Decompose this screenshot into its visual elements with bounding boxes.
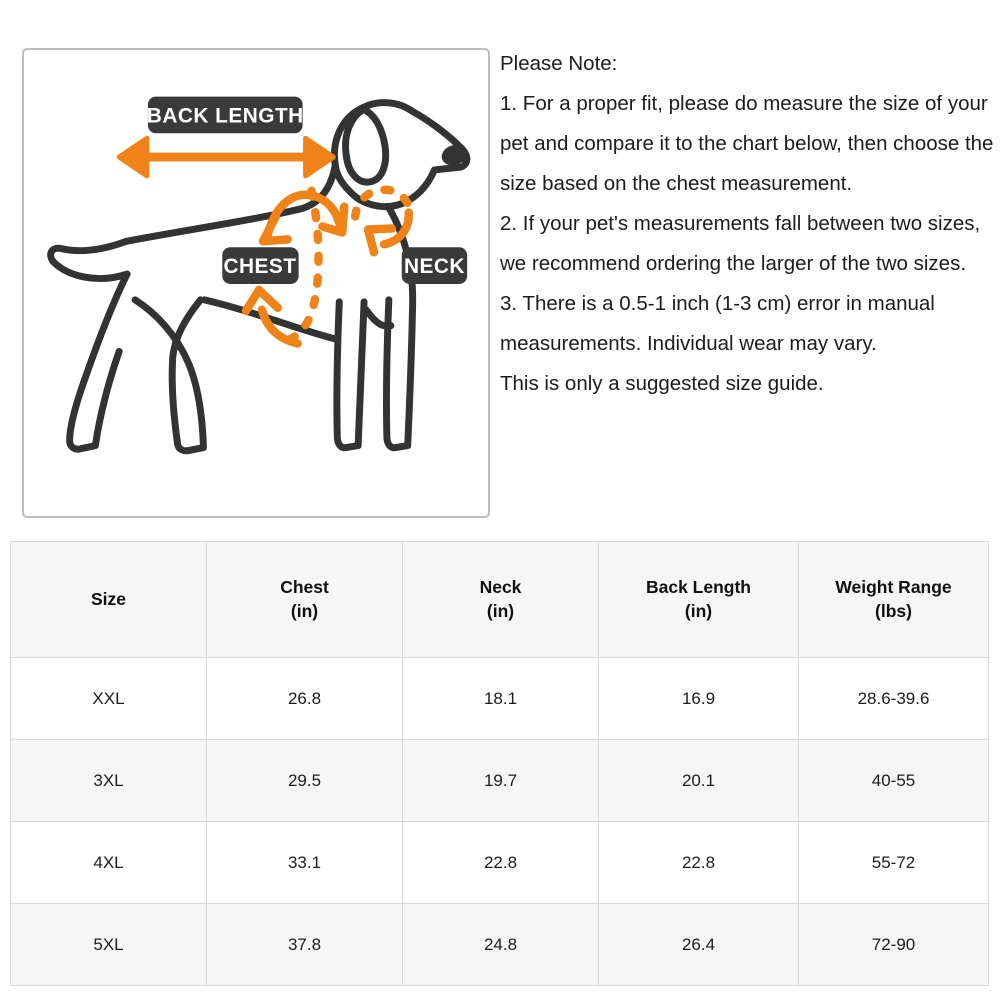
note-line: size based on the chest measurement.: [500, 172, 853, 195]
note-line: measurements. Individual wear may vary.: [500, 332, 877, 355]
col-header-chest: Chest (in): [207, 542, 403, 658]
note-line: 1. For a proper fit, please do measure the size of your: [500, 92, 988, 115]
note-title: Please Note:: [500, 52, 618, 75]
note-line: we recommend ordering the larger of the two sizes.: [500, 252, 967, 275]
dog-head: [334, 103, 469, 207]
table-row-3xl: [11, 740, 989, 822]
measurement-diagram: [22, 48, 490, 518]
note-line: 3. There is a 0.5-1 inch (1-3 cm) error in manual: [500, 292, 935, 315]
cell-neck: 24.8: [403, 904, 599, 986]
note-line: This is only a suggested size guide.: [500, 372, 824, 395]
cell-back-length: 26.4: [599, 904, 799, 986]
back-length-arrowhead-right: [306, 138, 334, 176]
note-block: [500, 44, 998, 404]
neck-label-text: NECK: [403, 255, 465, 279]
table-header-row: [11, 542, 989, 658]
back-length-arrowhead-left: [119, 138, 147, 176]
col-header-weight-range: Weight Range (lbs): [799, 542, 989, 658]
cell-weight-range: 40-55: [799, 740, 989, 822]
col-header-size: Size: [11, 542, 207, 658]
cell-chest: 29.5: [207, 740, 403, 822]
cell-chest: 33.1: [207, 822, 403, 904]
cell-chest: 26.8: [207, 658, 403, 740]
cell-back-length: 22.8: [599, 822, 799, 904]
back-length-label-text: BACK LENGTH: [146, 104, 304, 128]
table-row-xxl: [11, 658, 989, 740]
cell-back-length: 20.1: [599, 740, 799, 822]
col-header-neck: Neck (in): [403, 542, 599, 658]
table-row-4xl: [11, 822, 989, 904]
cell-chest: 37.8: [207, 904, 403, 986]
cell-neck: 18.1: [403, 658, 599, 740]
cell-size: 4XL: [11, 822, 207, 904]
note-line: 2. If your pet's measurements fall between two sizes,: [500, 212, 981, 235]
cell-size: 3XL: [11, 740, 207, 822]
withers-arrowhead-left: [263, 217, 288, 242]
cell-neck: 22.8: [403, 822, 599, 904]
cell-weight-range: 55-72: [799, 822, 989, 904]
note-line: pet and compare it to the chart below, then choose the: [500, 132, 994, 155]
chest-label-text: CHEST: [223, 255, 297, 279]
cell-size: XXL: [11, 658, 207, 740]
size-table: [10, 541, 989, 986]
dog-ear: [346, 109, 386, 182]
cell-neck: 19.7: [403, 740, 599, 822]
cell-size: 5XL: [11, 904, 207, 986]
cell-weight-range: 72-90: [799, 904, 989, 986]
table-row-5xl: [11, 904, 989, 986]
cell-back-length: 16.9: [599, 658, 799, 740]
dog-diagram-svg: [24, 50, 488, 516]
col-header-back-length: Back Length (in): [599, 542, 799, 658]
cell-weight-range: 28.6-39.6: [799, 658, 989, 740]
